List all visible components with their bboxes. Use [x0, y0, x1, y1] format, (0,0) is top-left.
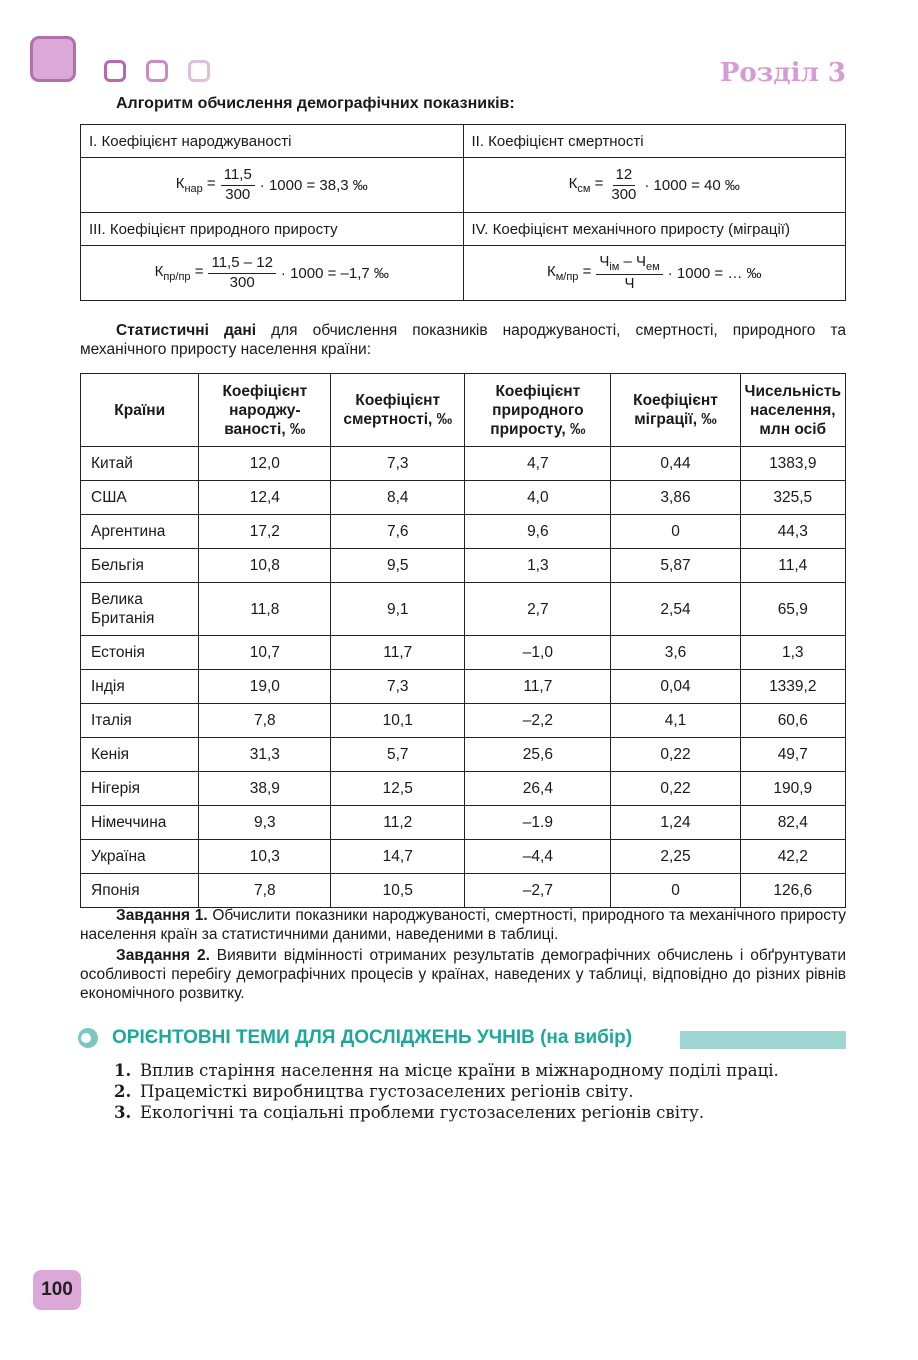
table-cell: 10,8	[199, 549, 331, 583]
country-cell: Естонія	[81, 636, 199, 670]
table-cell: –4,4	[465, 840, 611, 874]
country-cell: Китай	[81, 447, 199, 481]
table-cell: 9,5	[331, 549, 465, 583]
table-cell: 3,86	[611, 481, 740, 515]
table-cell: 0,44	[611, 447, 740, 481]
table-row	[81, 549, 846, 583]
list-item: 1. Вплив старіння населення на місце країни в міжнародному поділі праці.	[114, 1061, 779, 1080]
algo-label-death: II. Коефіцієнт смертності	[463, 125, 846, 158]
col-header-country: Країни	[81, 374, 199, 447]
table-cell: 12,0	[199, 447, 331, 481]
list-item: 3. Екологічні та соціальні проблеми густозаселених регіонів світу.	[114, 1103, 705, 1122]
table-cell: 2,54	[611, 583, 740, 636]
table-row	[81, 481, 846, 515]
table-cell: 31,3	[199, 738, 331, 772]
table-row	[81, 840, 846, 874]
table-cell: 65,9	[740, 583, 845, 636]
algorithm-heading: Алгоритм обчислення демографічних показників:	[116, 95, 515, 112]
country-cell: Нігерія	[81, 772, 199, 806]
col-header-death: Коефіцієнт смертності, ‰	[331, 374, 465, 447]
stats-table	[80, 373, 846, 908]
table-cell: 25,6	[465, 738, 611, 772]
table-cell: 325,5	[740, 481, 845, 515]
table-cell: 0	[611, 874, 740, 908]
table-cell: 7,3	[331, 447, 465, 481]
table-cell: 5,7	[331, 738, 465, 772]
col-header-natural: Коефіцієнт природного приросту, ‰	[465, 374, 611, 447]
table-cell: 11,8	[199, 583, 331, 636]
table-cell: 2,25	[611, 840, 740, 874]
table-cell: 44,3	[740, 515, 845, 549]
decor-square-2	[146, 60, 168, 82]
table-cell: 12,5	[331, 772, 465, 806]
country-cell: Індія	[81, 670, 199, 704]
page-number: 100	[33, 1270, 81, 1310]
table-cell: 10,5	[331, 874, 465, 908]
algo-formula-migration: $К_{м/пр}$ = $\frac{Ч_{ім} - Ч_{ем}}{Ч}$ · 1000 = … ‰	[463, 246, 846, 301]
table-cell: 49,7	[740, 738, 845, 772]
table-cell: 4,7	[465, 447, 611, 481]
stats-intro: Статистичні дані для обчислення показників народжуваності, смертності, природного та механічного приросту населення країни:	[80, 322, 846, 358]
table-cell: 7,8	[199, 704, 331, 738]
table-cell: 14,7	[331, 840, 465, 874]
table-cell: 7,6	[331, 515, 465, 549]
country-cell: Аргентина	[81, 515, 199, 549]
country-cell: США	[81, 481, 199, 515]
algorithm-table	[80, 124, 846, 301]
country-cell: Японія	[81, 874, 199, 908]
country-cell: Велика Британія	[81, 583, 199, 636]
algo-label-migration: IV. Коефіцієнт механічного приросту (міграції)	[463, 213, 846, 246]
table-cell: 82,4	[740, 806, 845, 840]
table-cell: 9,6	[465, 515, 611, 549]
table-cell: 1,3	[740, 636, 845, 670]
table-cell: 12,4	[199, 481, 331, 515]
section-marker-square	[30, 36, 76, 82]
circle-bullet-icon	[78, 1028, 98, 1048]
table-cell: 11,2	[331, 806, 465, 840]
table-row	[81, 874, 846, 908]
table-cell: 8,4	[331, 481, 465, 515]
table-cell: 5,87	[611, 549, 740, 583]
table-cell: 38,9	[199, 772, 331, 806]
heading-decor-bar	[680, 1031, 846, 1049]
table-cell: 9,3	[199, 806, 331, 840]
table-row	[81, 670, 846, 704]
table-cell: 10,7	[199, 636, 331, 670]
table-cell: 0,04	[611, 670, 740, 704]
research-title: ОРІЄНТОВНІ ТЕМИ ДЛЯ ДОСЛІДЖЕНЬ УЧНІВ (на вибір)	[112, 1027, 633, 1048]
task-2: Завдання 2. Виявити відмінності отриманих результатів демографічних обчислень і обґрунтувати особливості перебігу демографічних процесів у країнах, наведених у таблиці, відповідно до різних рівнів економічного розвитку.	[80, 947, 846, 1002]
table-cell: 0	[611, 515, 740, 549]
table-cell: 4,1	[611, 704, 740, 738]
table-cell: 7,8	[199, 874, 331, 908]
table-cell: 0,22	[611, 738, 740, 772]
table-cell: 9,1	[331, 583, 465, 636]
country-cell: Бельгія	[81, 549, 199, 583]
table-row	[81, 583, 846, 636]
col-header-birth: Коефіцієнт народжу-ваності, ‰	[199, 374, 331, 447]
table-cell: 1339,2	[740, 670, 845, 704]
table-cell: 126,6	[740, 874, 845, 908]
country-cell: Німеччина	[81, 806, 199, 840]
table-row	[81, 738, 846, 772]
algo-formula-death: $К_{см}$ = $\frac{12}{300}$ · 1000 = 40 ‰	[463, 158, 846, 213]
table-row	[81, 515, 846, 549]
table-cell: 1383,9	[740, 447, 845, 481]
table-cell: 11,7	[331, 636, 465, 670]
table-cell: 1,24	[611, 806, 740, 840]
table-cell: –2,7	[465, 874, 611, 908]
country-cell: Кенія	[81, 738, 199, 772]
col-header-migration: Коефіцієнт міграції, ‰	[611, 374, 740, 447]
table-cell: –1.9	[465, 806, 611, 840]
decor-square-1	[104, 60, 126, 82]
table-cell: 42,2	[740, 840, 845, 874]
col-header-population: Чисельність населення, млн осіб	[740, 374, 845, 447]
algo-formula-birth: $К_{нар}$ = $\frac{11,5}{300}$ · 1000 = 38,3 ‰	[81, 158, 464, 213]
algo-label-birth: I. Коефіцієнт народжуваності	[81, 125, 464, 158]
algo-label-natural: III. Коефіцієнт природного приросту	[81, 213, 464, 246]
table-cell: 60,6	[740, 704, 845, 738]
table-row	[81, 772, 846, 806]
table-cell: 0,22	[611, 772, 740, 806]
task-1: Завдання 1. Обчислити показники народжуваності, смертності, природного та механічного приросту населення країн за статистичними даними, наведеними в таблиці.	[80, 907, 846, 943]
table-cell: 10,1	[331, 704, 465, 738]
table-cell: 19,0	[199, 670, 331, 704]
country-cell: Італія	[81, 704, 199, 738]
table-row	[81, 806, 846, 840]
table-cell: 2,7	[465, 583, 611, 636]
research-heading	[78, 1027, 632, 1049]
table-row	[81, 447, 846, 481]
section-title: Розділ 3	[719, 58, 846, 88]
table-cell: 190,9	[740, 772, 845, 806]
research-topics-list	[114, 1060, 846, 1123]
table-cell: 11,4	[740, 549, 845, 583]
table-cell: –1,0	[465, 636, 611, 670]
algo-formula-natural: $К_{пр/пр}$ = $\frac{11,5 - 12}{300}$ · 1000 = –1,7 ‰	[81, 246, 464, 301]
table-cell: –2,2	[465, 704, 611, 738]
table-cell: 26,4	[465, 772, 611, 806]
table-cell: 17,2	[199, 515, 331, 549]
table-cell: 3,6	[611, 636, 740, 670]
table-cell: 11,7	[465, 670, 611, 704]
list-item: 2. Працемісткі виробництва густозаселених регіонів світу.	[114, 1082, 634, 1101]
table-cell: 1,3	[465, 549, 611, 583]
table-cell: 4,0	[465, 481, 611, 515]
country-cell: Україна	[81, 840, 199, 874]
decor-square-3	[188, 60, 210, 82]
table-cell: 10,3	[199, 840, 331, 874]
table-cell: 7,3	[331, 670, 465, 704]
table-row	[81, 704, 846, 738]
table-row	[81, 636, 846, 670]
